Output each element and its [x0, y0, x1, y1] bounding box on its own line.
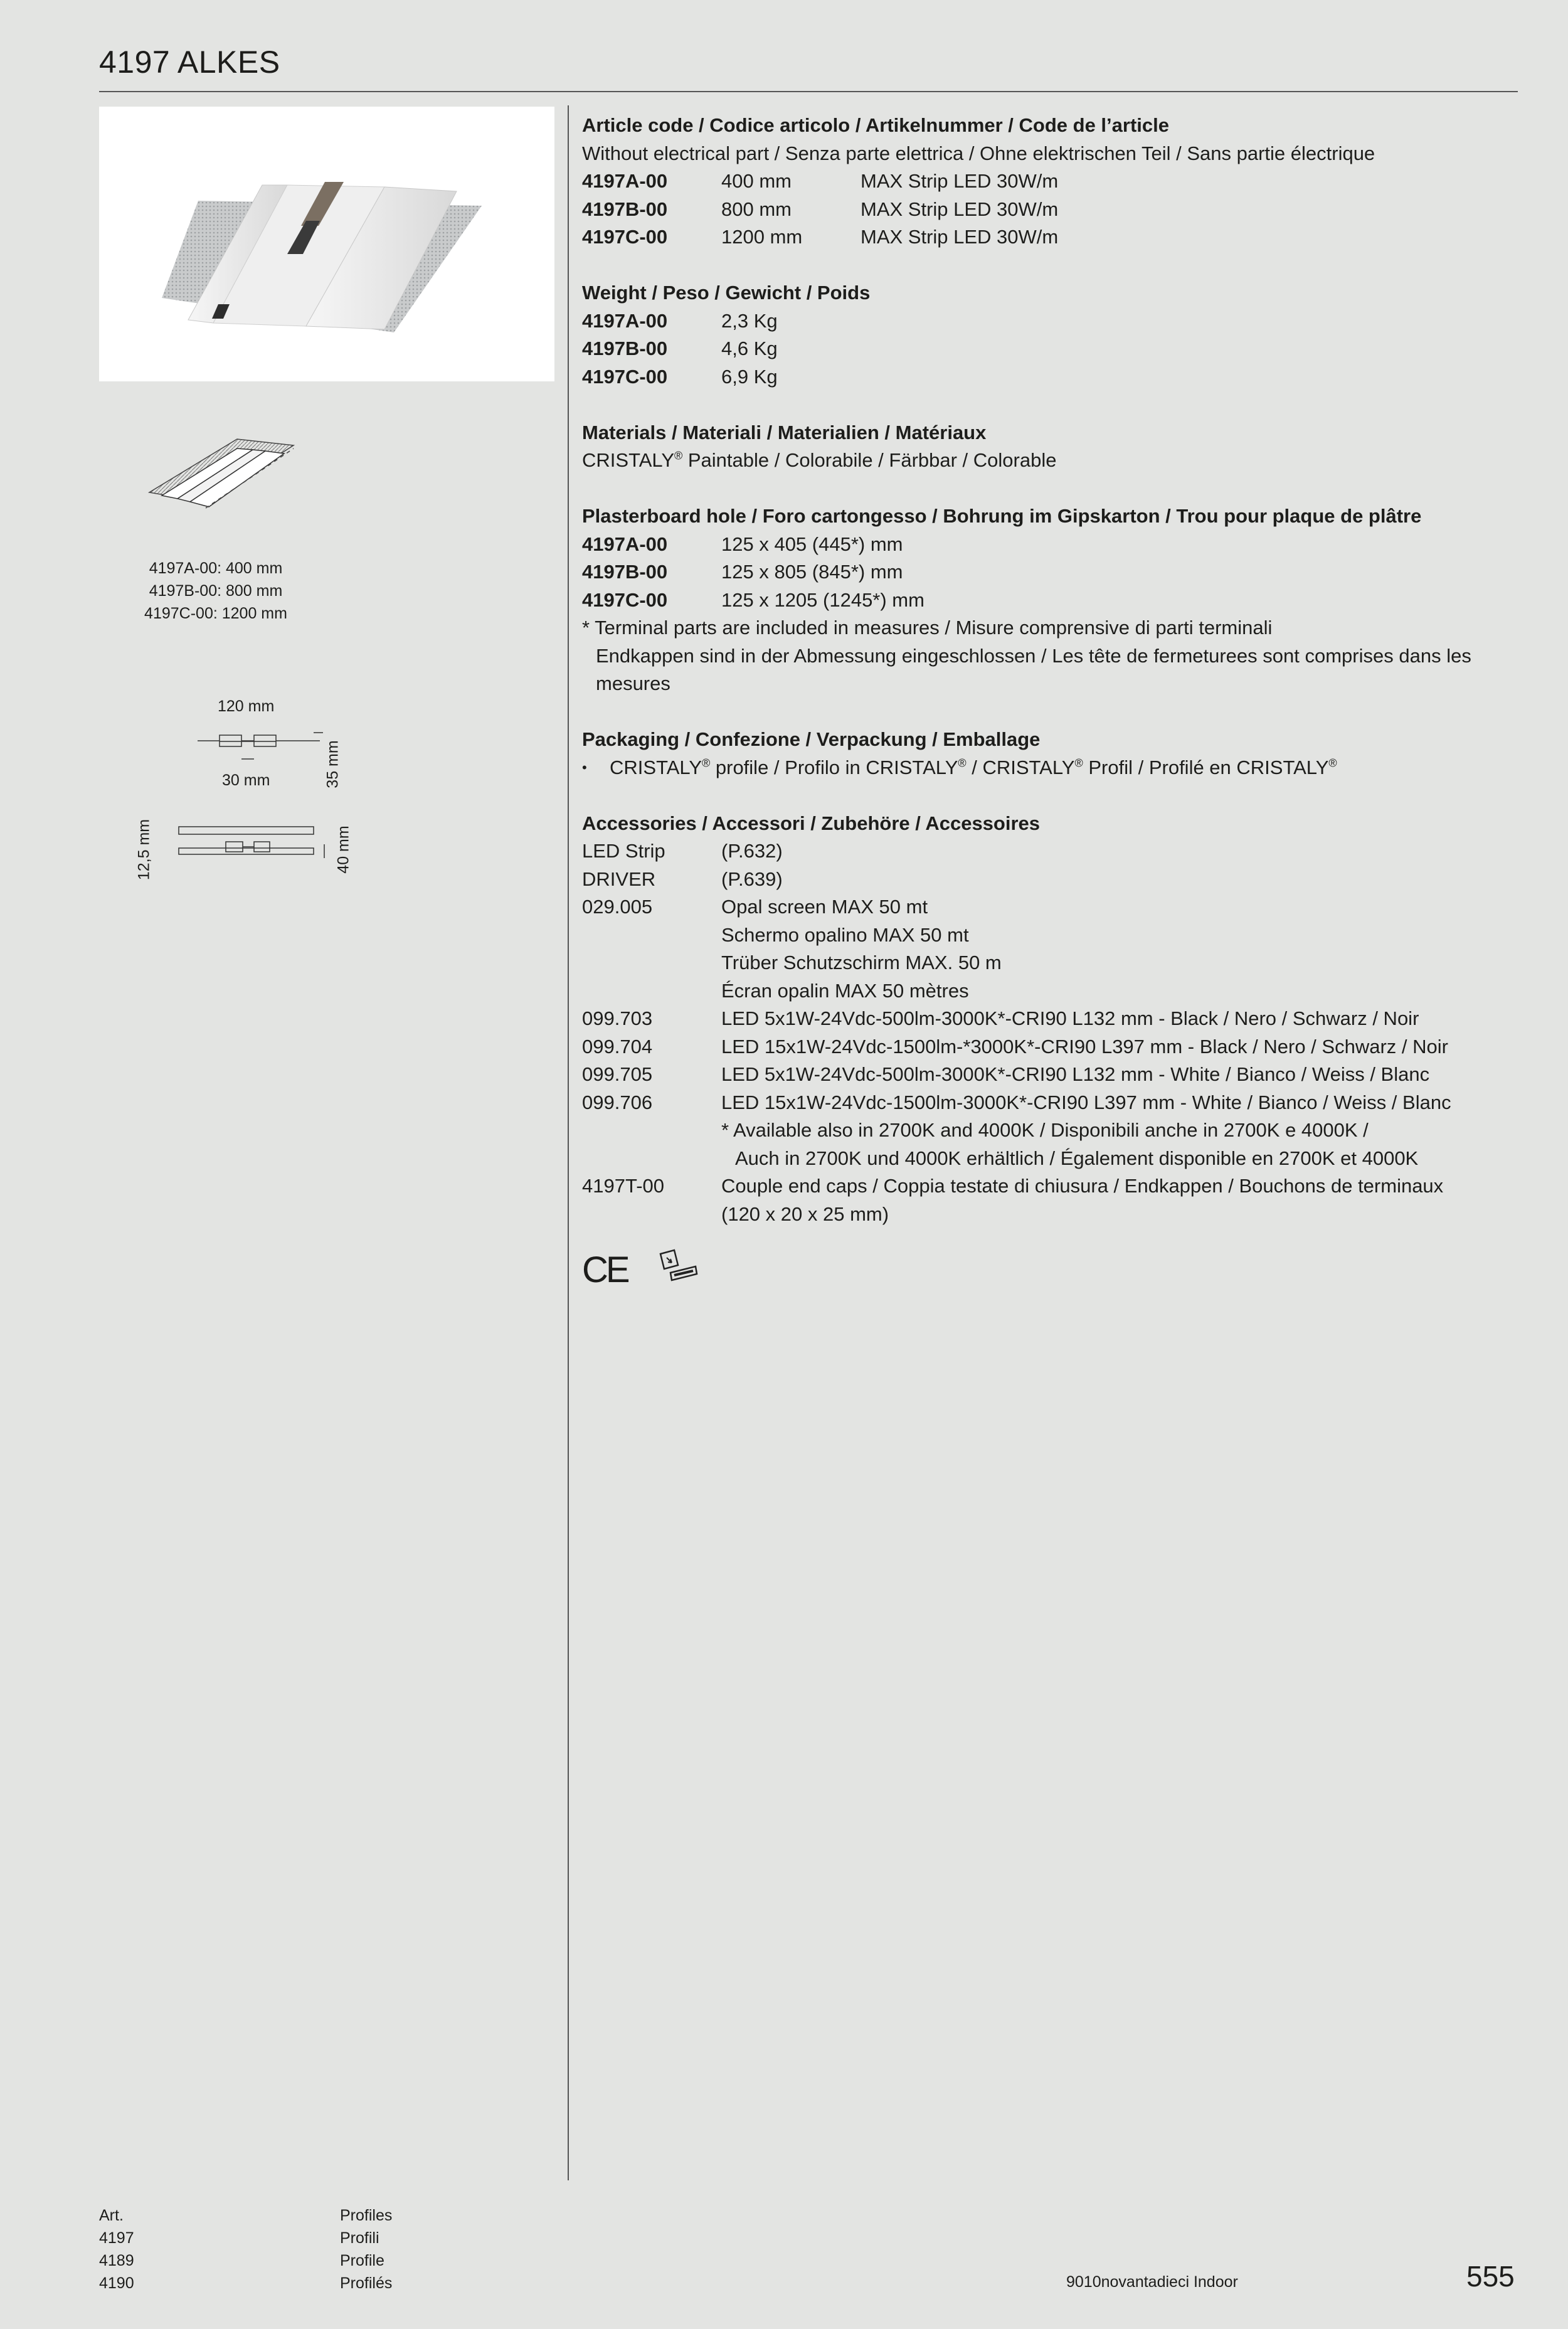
profile-sketch	[143, 433, 331, 549]
accessory-row: Écran opalin MAX 50 mètres	[721, 979, 969, 1002]
article-heading: Article code / Codice articolo / Artikelnummer / Code de l’article	[582, 114, 1169, 136]
variant-b: 4197B-00: 800 mm	[149, 582, 283, 600]
plasterboard-row: 4197C-00 125 x 1205 (1245*) mm	[582, 588, 924, 611]
accessory-row: 099.703 LED 5x1W-24Vdc-500lm-3000K*-CRI90 L132 mm - Black / Nero / Schwarz / Noir	[582, 1007, 1419, 1029]
footer-category: Profiles Profili Profile Profilés	[340, 2207, 393, 2292]
footer-link[interactable]: 4190	[99, 2274, 134, 2292]
plasterboard-row: 4197B-00 125 x 805 (845*) mm	[582, 561, 903, 583]
accessory-row: DRIVER (P.639)	[582, 867, 783, 890]
materials-heading: Materials / Materiali / Materialien / Matériaux	[582, 421, 987, 443]
weight-row: 4197A-00 2,3 Kg	[582, 309, 778, 332]
dim-right-height: 40 mm	[334, 825, 352, 874]
certification-marks	[582, 1248, 1510, 1293]
accessory-row: Trüber Schutzschirm MAX. 50 m	[721, 952, 1002, 974]
packaging-item: • CRISTALY® profile / Profilo in CRISTALY® / CRISTALY® Profil / Profilé en CRISTALY®	[582, 756, 1337, 778]
dim-left-height: 12,5 mm	[135, 819, 153, 881]
weight-section	[582, 279, 1510, 391]
page-number: 555	[1466, 2260, 1515, 2293]
footer-link[interactable]: 4197	[99, 2229, 134, 2247]
spec-column	[582, 112, 1510, 1293]
accessory-row: 099.706 LED 15x1W-24Vdc-1500lm-3000K*-CRI90 L397 mm - White / Bianco / Weiss / Blanc	[582, 1091, 1451, 1113]
materials-text: CRISTALY® Paintable / Colorabile / Färbbar / Colorable	[582, 449, 1057, 471]
profile-cross-section-bottom	[166, 822, 329, 875]
variant-a: 4197A-00: 400 mm	[149, 560, 283, 577]
accessories-section	[582, 810, 1510, 1229]
packaging-heading: Packaging / Confezione / Verpackung / Emballage	[582, 728, 1041, 750]
column-divider	[568, 105, 569, 2180]
top-divider	[99, 91, 1518, 92]
dim-width-label: 120 mm	[218, 698, 275, 715]
variant-c: 4197C-00: 1200 mm	[144, 605, 287, 622]
accessories-list	[582, 837, 1510, 1228]
footer-articles	[99, 2204, 134, 2295]
accessory-row: 099.705 LED 5x1W-24Vdc-500lm-3000K*-CRI90 L132 mm - White / Bianco / Weiss / Blanc	[582, 1063, 1430, 1085]
dim-slot-label: 30 mm	[222, 772, 270, 789]
packaging-section	[582, 726, 1510, 782]
article-row: 4197A-00 400 mm MAX Strip LED 30W/m	[582, 170, 1059, 192]
plasterboard-heading: Plasterboard hole / Foro cartongesso / Bohrung im Gipskarton / Trou pour plaque de plâtre	[582, 505, 1422, 527]
accessories-heading: Accessories / Accessori / Zubehöre / Accessoires	[582, 812, 1041, 834]
accessory-row: * Available also in 2700K and 4000K / Disponibili anche in 2700K e 4000K /	[721, 1119, 1369, 1141]
accessory-row: (120 x 20 x 25 mm)	[721, 1202, 889, 1225]
footer-link[interactable]: 4189	[99, 2252, 134, 2269]
plasterboard-note: * Terminal parts are included in measures / Misure comprensive di parti terminali	[582, 617, 1273, 639]
accessory-row: 4197T-00 Couple end caps / Coppia testate di chiusura / Endkappen / Bouchons de terminaux	[582, 1175, 1444, 1197]
plasterboard-row: 4197A-00 125 x 405 (445*) mm	[582, 533, 903, 555]
weight-heading: Weight / Peso / Gewicht / Poids	[582, 282, 871, 304]
plasterboard-section	[582, 502, 1510, 698]
dim-height-right: 35 mm	[324, 740, 342, 788]
materials-section	[582, 419, 1510, 475]
article-row: 4197C-00 1200 mm MAX Strip LED 30W/m	[582, 226, 1059, 248]
plasterboard-note: Endkappen sind in der Abmessung eingeschlossen / Les tête de fermeturees sont comprises dans les mesures	[596, 644, 1471, 694]
variant-list	[99, 557, 332, 625]
article-section	[582, 112, 1510, 252]
footer-art-label: Art.	[99, 2207, 124, 2224]
article-row: 4197B-00 800 mm MAX Strip LED 30W/m	[582, 198, 1059, 220]
article-subtitle: Without electrical part / Senza parte elettrica / Ohne elektrischen Teil / Sans partie électrique	[582, 142, 1375, 164]
ce-mark-icon: CE	[582, 1249, 628, 1290]
weight-row: 4197C-00 6,9 Kg	[582, 365, 778, 388]
ceiling-mount-icon	[655, 1248, 699, 1293]
accessory-row: LED Strip (P.632)	[582, 840, 783, 862]
product-photo	[99, 107, 554, 381]
page-title: 4197 ALKES	[99, 45, 280, 80]
footer-brand: 9010novantadieci Indoor	[1066, 2273, 1238, 2291]
accessory-row: 099.704 LED 15x1W-24Vdc-1500lm-*3000K*-CRI90 L397 mm - Black / Nero / Schwarz / Noir	[582, 1035, 1448, 1058]
accessory-row: Auch in 2700K und 4000K erhältlich / Également disponible en 2700K et 4000K	[735, 1147, 1419, 1169]
accessory-row: 029.005 Opal screen MAX 50 mt	[582, 896, 928, 918]
accessory-row: Schermo opalino MAX 50 mt	[721, 923, 969, 946]
weight-row: 4197B-00 4,6 Kg	[582, 337, 778, 359]
